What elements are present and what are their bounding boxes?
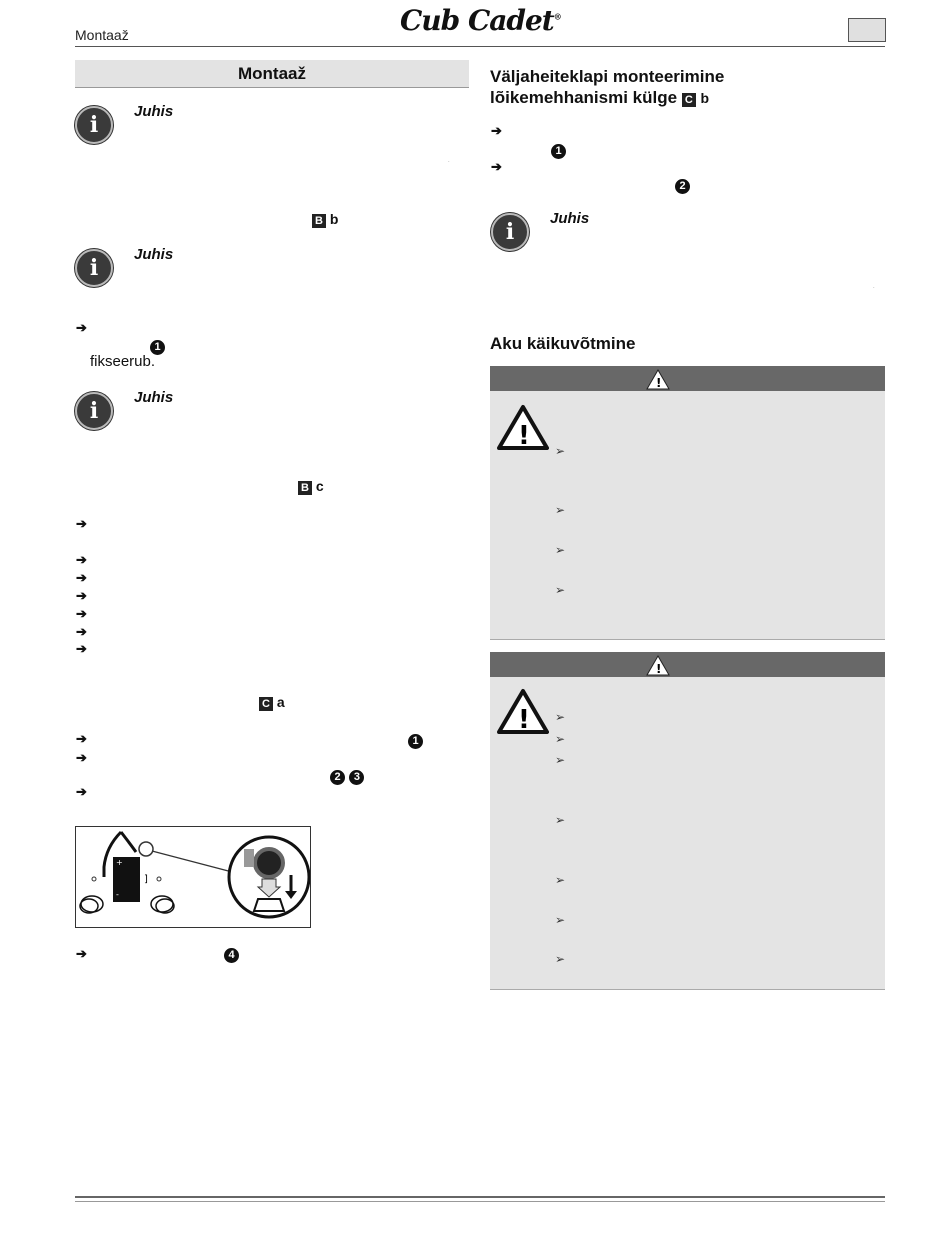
warning-bar	[490, 652, 885, 677]
figure-sub: b	[329, 211, 339, 227]
warning-glyph: !	[518, 421, 530, 450]
note-label: Juhis	[134, 103, 174, 120]
battery-illustration	[76, 827, 310, 927]
step-arrow: ➔	[76, 624, 87, 639]
heading-chute-line2-text: lõikemehhanismi külge	[490, 88, 678, 107]
note-label: Juhis	[134, 389, 174, 406]
step-arrow: ➔	[76, 606, 87, 621]
marker-4-glyph: 4	[224, 948, 239, 963]
bullet-chevron: ➢	[555, 444, 566, 458]
bullet-chevron: ➢	[555, 710, 566, 724]
warning-icon-large	[497, 404, 549, 450]
step-arrow: ➔	[76, 784, 87, 799]
bullet-chevron: ➢	[555, 813, 566, 827]
figure-label: B	[298, 481, 312, 495]
info-icon: i	[491, 213, 529, 251]
marker-4	[224, 945, 239, 963]
marker-2r-glyph: 2	[675, 179, 690, 194]
bullet-chevron: ➢	[555, 583, 566, 597]
svg-text:]: ]	[144, 874, 148, 885]
step-arrow: ➔	[76, 946, 87, 961]
dot-mark: .	[873, 284, 875, 290]
section-title-bar: Montaaž	[75, 60, 469, 88]
step-arrow: ➔	[76, 320, 87, 335]
step-arrow: ➔	[76, 552, 87, 567]
warning-icon-small	[646, 654, 670, 676]
page-header-title: Montaaž	[75, 27, 129, 43]
brand-logo-text: Cub Cadet	[400, 4, 554, 37]
marker-1r-glyph: 1	[551, 144, 566, 159]
figure-ref-b	[312, 211, 338, 228]
step-arrow: ➔	[491, 159, 502, 174]
warning-icon-small	[646, 368, 670, 390]
bullet-chevron: ➢	[555, 952, 566, 966]
marker-2r	[675, 176, 690, 194]
bullet-chevron: ➢	[555, 503, 566, 517]
dot-mark: .	[448, 158, 450, 164]
figure-sub: a	[276, 694, 285, 710]
heading-chute	[490, 66, 724, 109]
bullet-chevron: ➢	[555, 873, 566, 887]
marker-1b	[408, 731, 423, 749]
bullet-chevron: ➢	[555, 732, 566, 746]
bullet-chevron: ➢	[555, 913, 566, 927]
figure-sub: b	[700, 90, 710, 106]
bullet-chevron: ➢	[555, 753, 566, 767]
heading-chute-line2	[490, 87, 724, 109]
svg-text:+: +	[116, 858, 123, 867]
brand-logo: Cub Cadet®	[400, 4, 561, 37]
marker-2-3	[330, 767, 364, 785]
header-rule	[75, 46, 885, 47]
warning-box-2	[490, 652, 885, 990]
page-tab-box	[848, 18, 886, 42]
fix-text: fikseerub.	[90, 353, 156, 370]
info-icon: i	[75, 106, 113, 144]
marker-1r	[551, 141, 566, 159]
step-arrow: ➔	[491, 123, 502, 138]
figure-ref-ca	[259, 694, 285, 711]
svg-text:-: -	[116, 890, 119, 899]
figure-label: C	[682, 93, 696, 107]
figure-label: B	[312, 214, 326, 228]
marker-1b-glyph: 1	[408, 734, 423, 749]
step-arrow: ➔	[76, 641, 87, 656]
bullet-chevron: ➢	[555, 543, 566, 557]
info-icon: i	[75, 392, 113, 430]
marker-1-glyph: 1	[150, 340, 165, 355]
battery-figure	[75, 826, 311, 928]
step-arrow: ➔	[76, 570, 87, 585]
footer-rule	[75, 1196, 885, 1202]
marker-2-glyph: 2	[330, 770, 345, 785]
step-arrow: ➔	[76, 588, 87, 603]
battery-heading: Aku käikuvõtmine	[490, 334, 636, 353]
step-arrow: ➔	[76, 750, 87, 765]
heading-chute-line1: Väljaheiteklapi monteerimine	[490, 67, 725, 86]
warning-box-1	[490, 366, 885, 640]
warning-bar	[490, 366, 885, 391]
figure-ref-bc	[298, 478, 324, 495]
warning-glyph: !	[518, 705, 530, 734]
note-label: Juhis	[134, 246, 174, 263]
warning-icon-large	[497, 688, 549, 734]
figure-label: C	[259, 697, 273, 711]
step-arrow: ➔	[76, 731, 87, 746]
figure-sub: c	[315, 478, 324, 494]
warning-glyph: !	[656, 376, 662, 390]
step-arrow: ➔	[76, 516, 87, 531]
marker-3-glyph: 3	[349, 770, 364, 785]
warning-glyph: !	[656, 662, 662, 676]
info-icon: i	[75, 249, 113, 287]
note-label: Juhis	[550, 210, 590, 227]
